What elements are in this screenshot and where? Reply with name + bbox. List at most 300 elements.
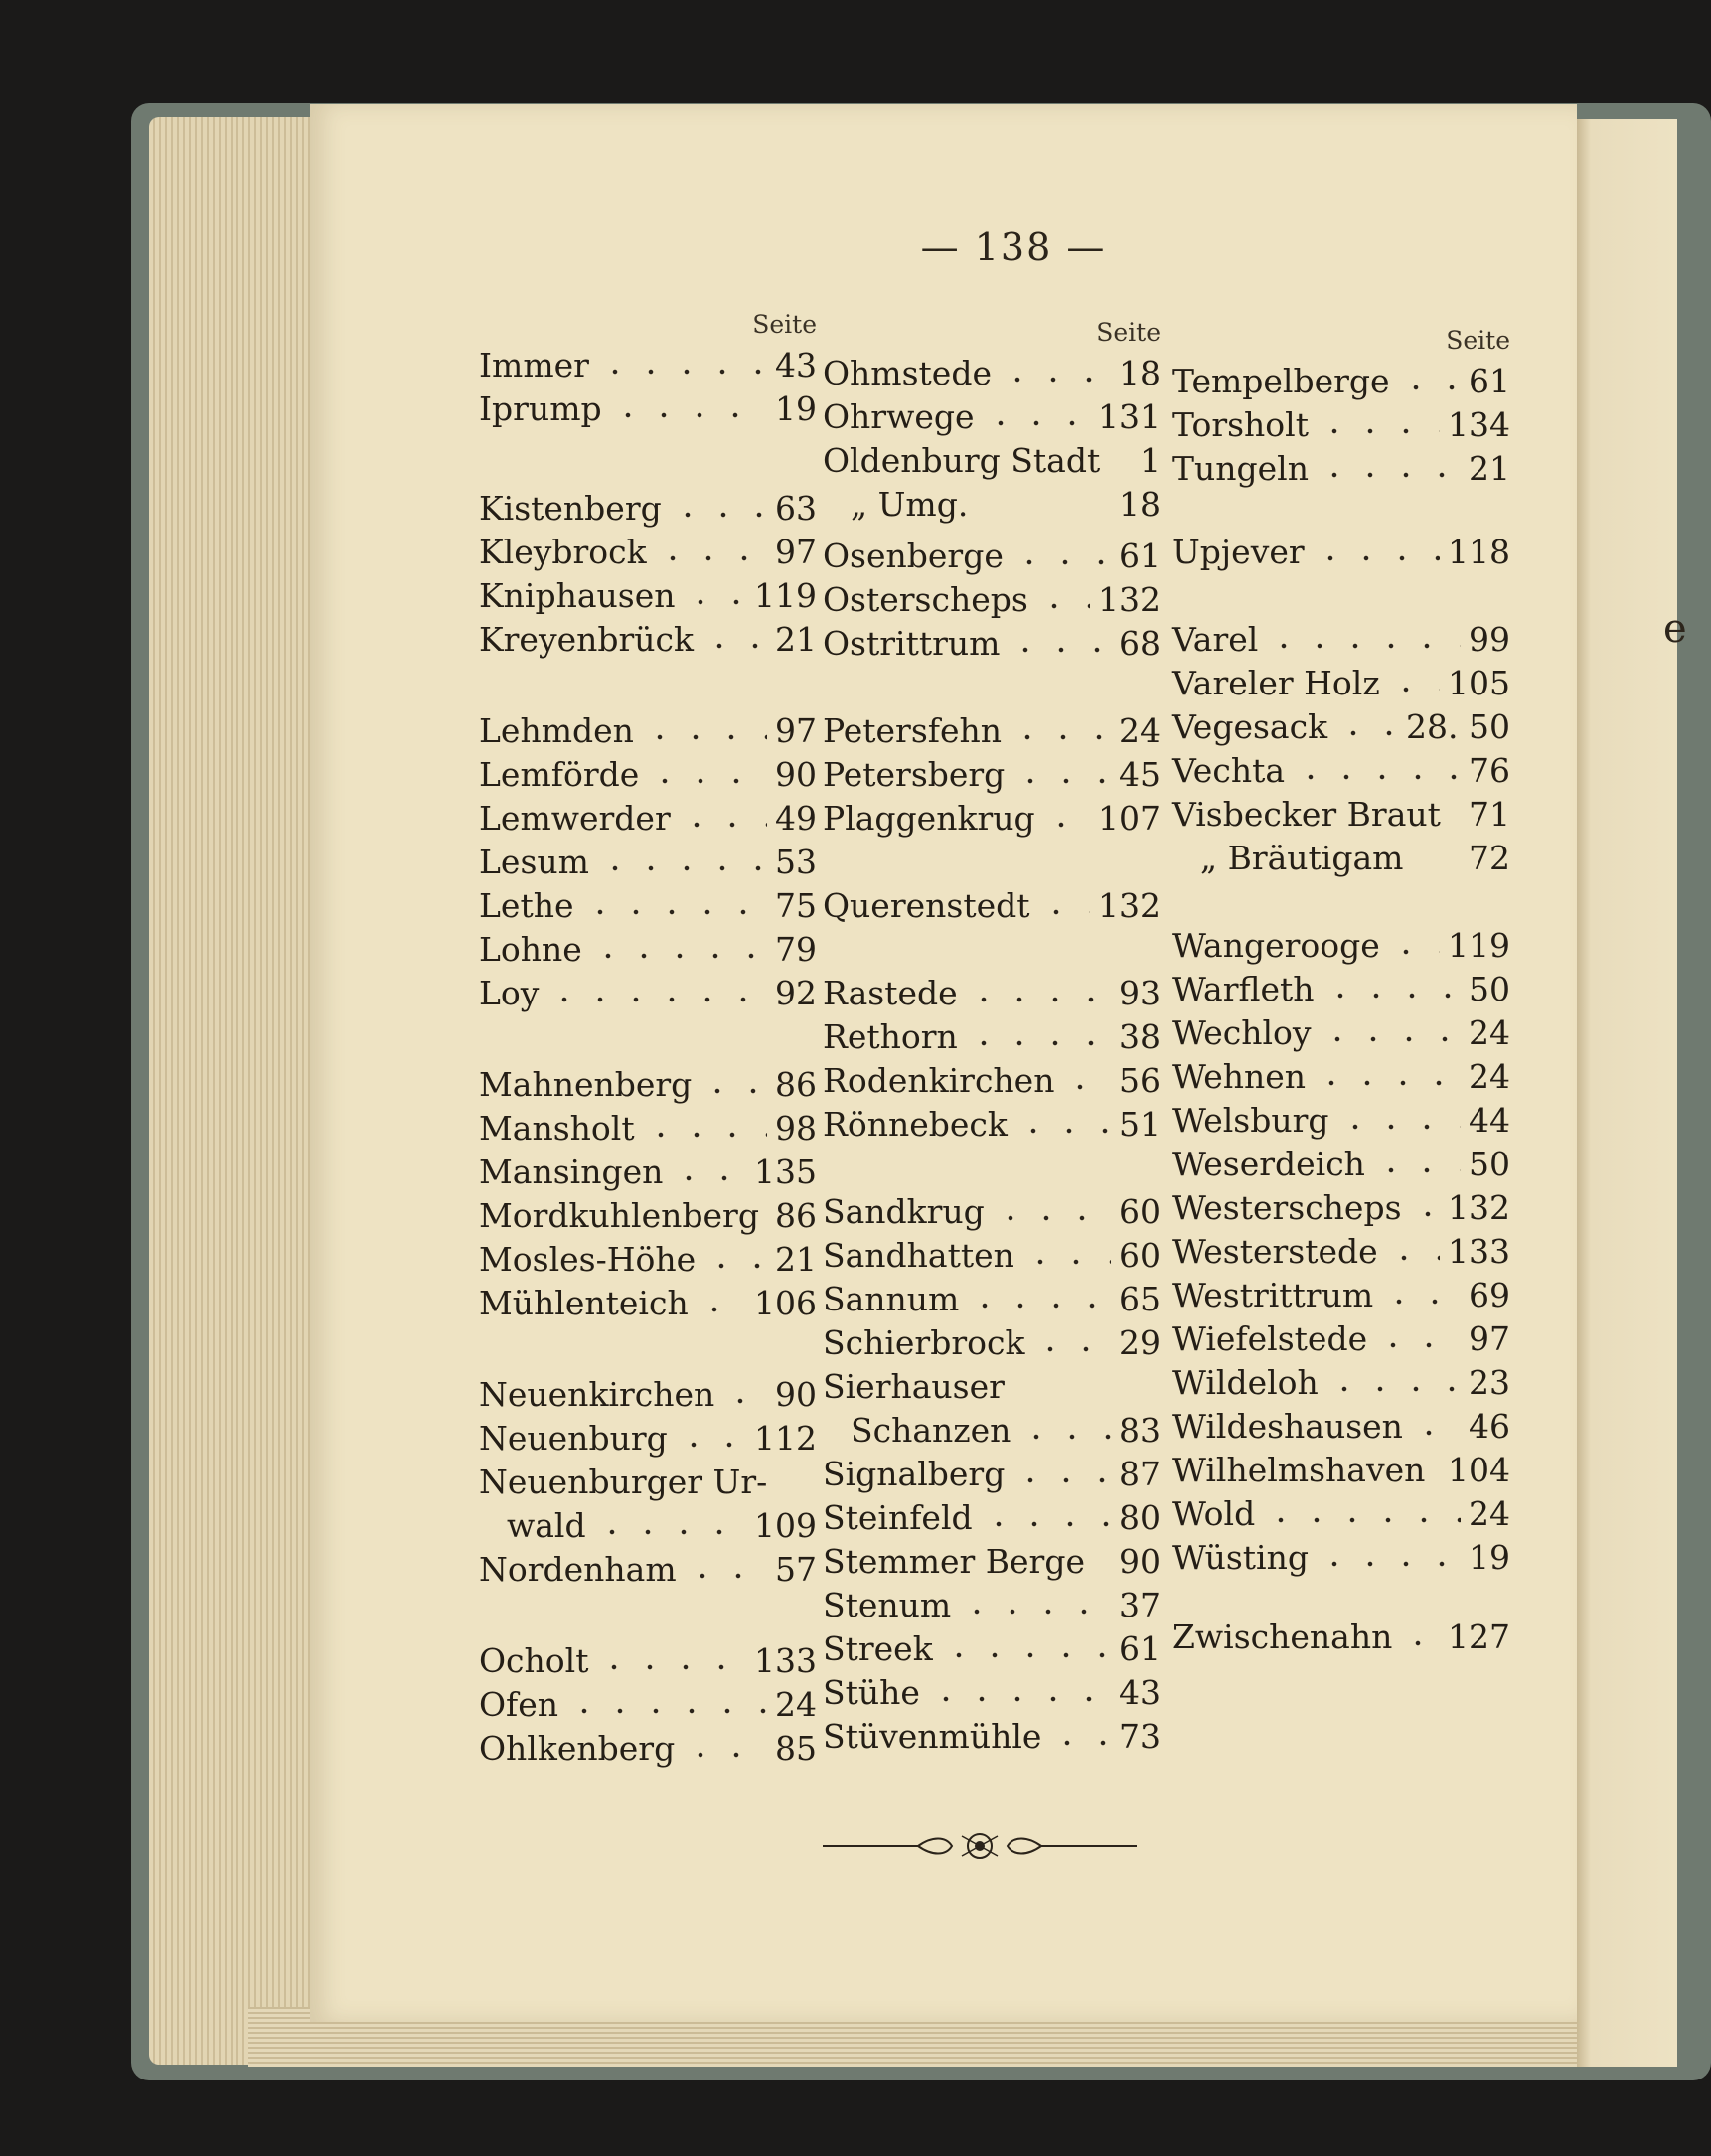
entry-page-number: 131	[1098, 397, 1161, 436]
index-entry	[823, 1586, 1161, 1629]
leader-dots	[566, 1688, 767, 1716]
entry-name: Vechta	[1172, 751, 1286, 790]
leader-dots	[1400, 1620, 1440, 1648]
leader-dots	[596, 1644, 746, 1672]
index-entry	[823, 799, 1161, 843]
entry-name: Plaggenkrug	[823, 799, 1035, 838]
index-entry	[1172, 664, 1510, 707]
entry-page-number: 71	[1469, 795, 1510, 834]
index-entry	[823, 624, 1161, 668]
entry-name: Kreyenbrück	[479, 620, 695, 659]
index-entry	[1172, 1407, 1510, 1451]
leader-dots	[1022, 1239, 1111, 1267]
index-entry	[1172, 1057, 1510, 1101]
entry-page-number: 51	[1119, 1105, 1161, 1144]
entry-name: Neuenburg	[479, 1419, 668, 1458]
entry-page-number: 135	[754, 1153, 817, 1191]
entry-page-number: 79	[775, 930, 817, 969]
entry-page-number: 43	[775, 346, 817, 385]
leader-dots	[1011, 539, 1111, 567]
leader-dots	[959, 1589, 1111, 1617]
entry-name: Loy	[479, 974, 540, 1012]
entry-name: Wildeshausen	[1172, 1407, 1403, 1446]
entry-name: Varel	[1172, 620, 1259, 659]
index-entry	[479, 1240, 817, 1284]
entry-page-number: 133	[754, 1641, 817, 1680]
leader-dots	[1036, 583, 1090, 611]
index-entry	[823, 441, 1161, 485]
entry-name: Rethorn	[823, 1017, 958, 1056]
index-entry	[479, 346, 817, 389]
entry-name: Streek	[823, 1629, 933, 1668]
entry-page-number: 107	[1098, 799, 1161, 838]
entry-page-number: 97	[1469, 1319, 1510, 1358]
column-header: Seite	[1096, 318, 1161, 347]
leader-dots	[1018, 1414, 1111, 1442]
leader-dots	[966, 977, 1111, 1004]
entry-page-number: 19	[775, 389, 817, 428]
entry-name: Ohlkenberg	[479, 1729, 676, 1768]
entry-page-number: 75	[775, 886, 817, 925]
leader-dots	[1012, 758, 1111, 786]
entry-name: Westerscheps	[1172, 1188, 1402, 1227]
leader-dots	[1015, 1108, 1111, 1136]
index-entry	[823, 1236, 1161, 1280]
leader-dots	[685, 1553, 767, 1581]
entry-page-number: 72	[1469, 839, 1510, 877]
entry-page-number: 18	[1119, 485, 1161, 524]
entry-name: Wehnen	[1172, 1057, 1307, 1096]
entry-page-number: 90	[775, 755, 817, 794]
leader-dots	[1313, 536, 1440, 563]
entry-name: Kniphausen	[479, 576, 676, 615]
entry-page-number: 61	[1469, 362, 1510, 400]
leader-dots	[1012, 1370, 1153, 1398]
leader-dots	[1373, 1148, 1461, 1175]
leader-dots	[775, 1465, 809, 1493]
index-entry	[823, 711, 1161, 755]
entry-page-number: 118	[1448, 533, 1510, 571]
leader-dots	[941, 1632, 1111, 1660]
index-entry	[823, 354, 1161, 397]
index-entry	[1172, 449, 1510, 493]
index-entry	[823, 537, 1161, 580]
index-entry	[479, 755, 817, 799]
leader-dots	[590, 933, 767, 961]
entry-name: Lohne	[479, 930, 582, 969]
index-entry	[823, 1192, 1161, 1236]
entry-page-number: 21	[775, 1240, 817, 1279]
entry-name: Mansingen	[479, 1153, 664, 1191]
entry-page-number: 1	[1140, 441, 1161, 480]
leader-dots	[981, 1501, 1111, 1529]
entry-name: Ostrittrum	[823, 624, 1001, 663]
leader-dots	[546, 977, 767, 1004]
leader-dots	[1263, 1497, 1461, 1525]
entry-page-number: 132	[1448, 1188, 1510, 1227]
index-entry	[1172, 970, 1510, 1013]
entry-page-number: 105	[1448, 664, 1510, 702]
entry-name: Mühlenteich	[479, 1284, 689, 1322]
entry-name: Ofen	[479, 1685, 559, 1724]
leader-dots	[1410, 1191, 1440, 1219]
entry-name: Stemmer Berge	[823, 1542, 1085, 1581]
entry-page-number: 119	[1448, 926, 1510, 965]
entry-name: Neuenkirchen	[479, 1375, 715, 1414]
entry-name: Rönnebeck	[823, 1105, 1008, 1144]
leader-dots	[701, 623, 767, 651]
entry-page-number: 134	[1448, 405, 1510, 444]
leader-dots	[1008, 627, 1111, 655]
leader-dots	[683, 1732, 767, 1760]
index-entry	[1172, 926, 1510, 970]
entry-name: Rastede	[823, 974, 958, 1012]
entry-page-number: 86	[775, 1065, 817, 1104]
entry-name: Ohrwege	[823, 397, 975, 436]
entry-page-number: 90	[775, 1375, 817, 1414]
entry-name: Petersberg	[823, 755, 1006, 794]
entry-page-number: 133	[1448, 1232, 1510, 1271]
leader-dots	[643, 1112, 767, 1140]
index-entry	[479, 1375, 817, 1419]
entry-page-number: 61	[1119, 537, 1161, 575]
leader-dots	[1010, 714, 1111, 742]
index-entry	[823, 1280, 1161, 1323]
entry-name: Rodenkirchen	[823, 1061, 1055, 1100]
entry-name: Osterscheps	[823, 580, 1028, 619]
leader-dots	[697, 1287, 746, 1314]
entry-name: Lethe	[479, 886, 574, 925]
entry-page-number: 69	[1469, 1276, 1510, 1314]
entry-page-number: 98	[775, 1109, 817, 1148]
entry-page-number: 127	[1448, 1617, 1510, 1656]
leader-dots	[1326, 1366, 1461, 1394]
facing-page-text: e	[1663, 606, 1687, 652]
entry-page-number: 24	[1119, 711, 1161, 750]
entry-name: Wiefelstede	[1172, 1319, 1368, 1358]
leader-dots	[679, 802, 767, 830]
entry-name: Zwischenahn	[1172, 1617, 1393, 1656]
leader-dots	[671, 1155, 746, 1183]
index-entry	[1172, 1232, 1510, 1276]
entry-page-number: 80	[1119, 1498, 1161, 1537]
entry-page-number: 97	[775, 711, 817, 750]
index-entry	[823, 1542, 1161, 1586]
index-entry	[823, 1061, 1161, 1105]
leader-dots	[1062, 1064, 1111, 1092]
index-entry	[1172, 751, 1510, 795]
entry-name: Lehmden	[479, 711, 634, 750]
entry-page-number: 21	[1469, 449, 1510, 488]
entry-name: Sandhatten	[823, 1236, 1014, 1275]
entry-name: Schanzen	[851, 1411, 1011, 1450]
leader-dots	[642, 714, 767, 742]
page-number: — 138 —	[920, 226, 1107, 269]
entry-page-number: 24	[1469, 1057, 1510, 1096]
index-entry	[479, 576, 817, 620]
index-entry	[823, 886, 1161, 930]
leader-dots	[1375, 1322, 1461, 1350]
leader-dots	[966, 1020, 1111, 1048]
entry-name: Signalberg	[823, 1455, 1006, 1493]
entry-name: Vareler Holz	[1172, 664, 1380, 702]
leader-dots	[983, 400, 1090, 428]
index-entry	[1172, 620, 1510, 664]
leader-dots	[597, 349, 767, 377]
entry-name: „ Bräutigam	[1200, 839, 1404, 877]
entry-name: Nordenham	[479, 1550, 677, 1589]
entry-name: Lesum	[479, 843, 589, 881]
index-entry	[823, 1411, 1161, 1455]
entry-name: Upjever	[1172, 533, 1305, 571]
entry-name: Immer	[479, 346, 589, 385]
leader-dots	[1411, 1410, 1461, 1438]
entry-page-number: 23	[1469, 1363, 1510, 1402]
entry-page-number: 45	[1119, 755, 1161, 794]
leader-dots	[1433, 1454, 1440, 1481]
leader-dots	[1335, 710, 1398, 738]
entry-page-number: 112	[754, 1419, 817, 1458]
index-entry	[1172, 362, 1510, 405]
leader-dots	[1411, 842, 1461, 869]
leader-dots	[676, 1422, 746, 1450]
entry-name: Lemförde	[479, 755, 640, 794]
leader-dots	[1388, 929, 1440, 957]
index-entry	[823, 1455, 1161, 1498]
leader-dots	[703, 1243, 767, 1271]
entry-page-number: 93	[1119, 974, 1161, 1012]
entry-page-number: 18	[1119, 354, 1161, 392]
entry-name: Osenberge	[823, 537, 1004, 575]
entry-page-number: 37	[1119, 1586, 1161, 1624]
entry-page-number: 87	[1119, 1455, 1161, 1493]
entry-name: Tungeln	[1172, 449, 1309, 488]
index-entry	[823, 485, 1161, 529]
entry-page-number: 90	[1119, 1542, 1161, 1581]
entry-name: Stühe	[823, 1673, 920, 1712]
leader-dots	[993, 1195, 1111, 1223]
entry-page-number: 106	[754, 1284, 817, 1322]
leader-dots	[1317, 408, 1440, 436]
entry-page-number: 97	[775, 533, 817, 571]
entry-page-number: 104	[1448, 1451, 1510, 1489]
index-entry	[479, 489, 817, 533]
index-entry	[479, 1419, 817, 1463]
index-entry	[479, 930, 817, 974]
leader-dots	[1388, 667, 1440, 694]
entry-page-number: 119	[754, 576, 817, 615]
entry-page-number: 50	[1469, 970, 1510, 1008]
entry-page-number: 21	[775, 620, 817, 659]
entry-page-number: 65	[1119, 1280, 1161, 1318]
leader-dots	[1317, 452, 1461, 480]
page-edges	[149, 117, 328, 2065]
index-column-middle	[823, 318, 1161, 1788]
index-entry	[1172, 1013, 1510, 1057]
leader-dots	[1032, 1326, 1111, 1354]
leader-dots	[1322, 973, 1461, 1001]
entry-page-number: 132	[1098, 886, 1161, 925]
entry-name: Sannum	[823, 1280, 960, 1318]
entry-name: Oldenburg Stadt	[823, 441, 1101, 480]
leader-dots	[1000, 357, 1111, 385]
index-entry	[823, 1323, 1161, 1367]
index-entry	[1172, 1363, 1510, 1407]
index-entry	[479, 1065, 817, 1109]
leader-dots	[597, 846, 767, 873]
index-column-left	[479, 310, 817, 1780]
entry-name: Mordkuhlenberg	[479, 1196, 759, 1235]
index-entry	[479, 1641, 817, 1685]
entry-page-number: 99	[1469, 620, 1510, 659]
index-entry	[479, 1685, 817, 1729]
index-entry	[479, 1196, 817, 1240]
index-entry	[823, 1367, 1161, 1411]
index-entry	[1172, 405, 1510, 449]
entry-page-number: 76	[1469, 751, 1510, 790]
entry-page-number: 38	[1119, 1017, 1161, 1056]
index-entry	[1172, 1538, 1510, 1582]
leader-dots	[1093, 1545, 1111, 1573]
entry-name: „ Umg.	[851, 485, 969, 524]
entry-page-number: 44	[1469, 1101, 1510, 1140]
index-entry	[479, 389, 817, 433]
entry-page-number: 50	[1469, 1145, 1510, 1183]
leader-dots	[967, 1283, 1111, 1310]
index-entry	[1172, 1617, 1510, 1661]
entry-page-number: 43	[1119, 1673, 1161, 1712]
entry-name: Mahnenberg	[479, 1065, 693, 1104]
index-entry	[479, 974, 817, 1017]
leader-dots	[1449, 798, 1461, 826]
entry-page-number: 28. 50	[1406, 707, 1510, 746]
index-entry	[1172, 1145, 1510, 1188]
entry-name: Ocholt	[479, 1641, 589, 1680]
entry-page-number: 56	[1119, 1061, 1161, 1100]
facing-page	[1577, 119, 1677, 2067]
index-entry	[479, 799, 817, 843]
entry-page-number: 86	[775, 1196, 817, 1235]
entry-name: Visbecker Braut	[1172, 795, 1441, 834]
entry-name: Steinfeld	[823, 1498, 973, 1537]
index-entry	[1172, 1319, 1510, 1363]
index-entry	[479, 1153, 817, 1196]
leader-dots	[976, 488, 1111, 516]
index-entry	[823, 1673, 1161, 1717]
index-entry	[479, 533, 817, 576]
entry-name: Torsholt	[1172, 405, 1309, 444]
index-entry	[823, 1105, 1161, 1149]
leader-dots	[670, 492, 767, 520]
leader-dots	[1317, 1541, 1461, 1569]
index-entry	[823, 580, 1161, 624]
index-entry	[1172, 1276, 1510, 1319]
entry-name: Westrittrum	[1172, 1276, 1374, 1314]
entry-page-number: 53	[775, 843, 817, 881]
entry-name: Wüsting	[1172, 1538, 1309, 1577]
entry-page-number: 29	[1119, 1323, 1161, 1362]
leader-dots	[1043, 802, 1090, 830]
index-entry	[823, 1629, 1161, 1673]
entry-page-number: 63	[775, 489, 817, 528]
leader-dots	[1266, 623, 1461, 651]
leader-dots	[610, 392, 767, 420]
entry-name: Neuenburger Ur-	[479, 1463, 768, 1501]
column-header: Seite	[1446, 326, 1510, 355]
index-entry	[1172, 1188, 1510, 1232]
index-entry	[1172, 1451, 1510, 1494]
index-entry	[1172, 533, 1510, 576]
entry-page-number: 46	[1469, 1407, 1510, 1446]
entry-name: Kleybrock	[479, 533, 647, 571]
index-entry	[1172, 795, 1510, 839]
entry-page-number: 57	[775, 1550, 817, 1589]
leader-dots	[1386, 1235, 1440, 1263]
closing-ornament	[823, 1828, 1137, 1864]
entry-name: Wangerooge	[1172, 926, 1380, 965]
index-entry	[1172, 1101, 1510, 1145]
entry-name: Kistenberg	[479, 489, 662, 528]
leader-dots	[1049, 1720, 1111, 1748]
entry-page-number: 68	[1119, 624, 1161, 663]
entry-page-number: 60	[1119, 1192, 1161, 1231]
entry-name: Wildeloh	[1172, 1363, 1319, 1402]
leader-dots	[1381, 1279, 1461, 1307]
entry-page-number: 24	[775, 1685, 817, 1724]
entry-name: Schierbrock	[823, 1323, 1025, 1362]
entry-page-number: 109	[754, 1506, 817, 1545]
leader-dots	[722, 1378, 767, 1406]
entry-page-number: 92	[775, 974, 817, 1012]
entry-name: Mansholt	[479, 1109, 635, 1148]
index-entry	[479, 886, 817, 930]
index-entry	[823, 974, 1161, 1017]
column-header: Seite	[752, 310, 817, 339]
entry-page-number: 85	[775, 1729, 817, 1768]
entry-name: Stenum	[823, 1586, 952, 1624]
entry-page-number: 19	[1469, 1538, 1510, 1577]
entry-name: Warfleth	[1172, 970, 1315, 1008]
entry-name: Westerstede	[1172, 1232, 1378, 1271]
entry-name: Wechloy	[1172, 1013, 1312, 1052]
index-entry	[1172, 839, 1510, 882]
index-entry	[479, 1463, 817, 1506]
entry-name: Sierhauser	[823, 1367, 1005, 1406]
index-entry	[479, 1284, 817, 1327]
index-entry	[479, 711, 817, 755]
entry-name: Mosles-Höhe	[479, 1240, 697, 1279]
entry-name: Wold	[1172, 1494, 1256, 1533]
leader-dots	[928, 1676, 1111, 1704]
entry-page-number: 24	[1469, 1013, 1510, 1052]
leader-dots	[655, 536, 767, 563]
leader-dots	[582, 889, 768, 917]
entry-name: Vegesack	[1172, 707, 1328, 746]
entry-name: Querenstedt	[823, 886, 1030, 925]
leader-dots	[1320, 1016, 1461, 1044]
entry-name: wald	[507, 1506, 586, 1545]
index-entry	[479, 1729, 817, 1772]
leader-dots	[1108, 444, 1132, 472]
index-entry	[823, 1498, 1161, 1542]
entry-name: Stüvenmühle	[823, 1717, 1042, 1756]
entry-page-number: 24	[1469, 1494, 1510, 1533]
index-entry	[823, 755, 1161, 799]
entry-name: Petersfehn	[823, 711, 1003, 750]
entry-name: Iprump	[479, 389, 602, 428]
leader-dots	[647, 758, 767, 786]
entry-name: Wilhelmshaven	[1172, 1451, 1426, 1489]
